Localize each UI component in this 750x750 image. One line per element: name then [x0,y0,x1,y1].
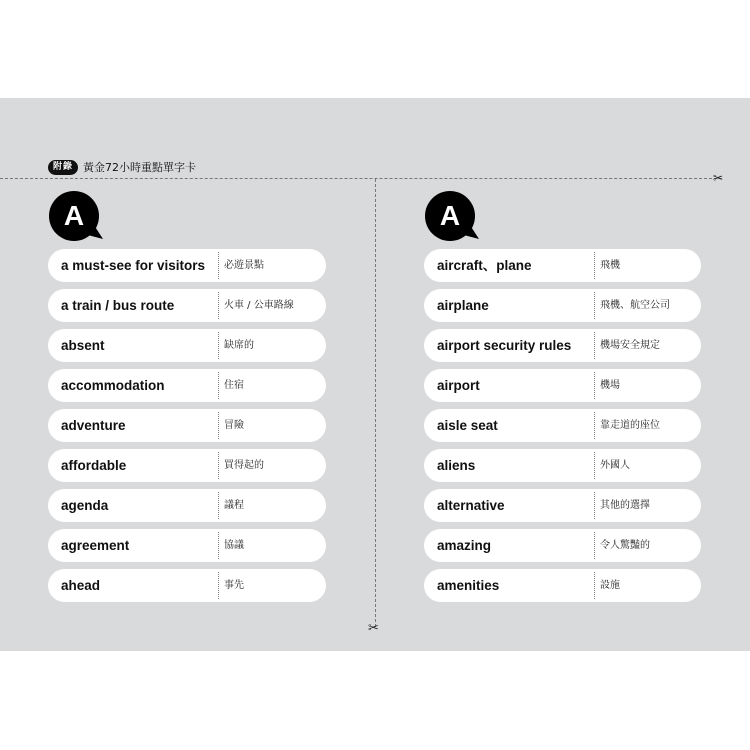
vocab-card [48,569,326,602]
card-divider [594,372,595,399]
letter-label: A [63,200,85,231]
letter-bubble-right [424,190,480,246]
vocab-card [424,569,701,602]
cut-line-vertical [375,179,376,627]
card-divider [594,412,595,439]
scissors-icon: ✂ [713,171,724,185]
chinese-meaning: 必遊景點 [224,260,264,271]
card-divider [218,572,219,599]
chinese-meaning: 事先 [224,580,244,591]
chinese-meaning: 靠走道的座位 [600,420,660,431]
vocab-card [424,489,701,522]
vocab-card [424,369,701,402]
english-term: alternative [437,498,505,513]
chinese-meaning: 外國人 [600,460,630,471]
vocab-card [48,409,326,442]
card-divider [218,492,219,519]
header-title: 黃金72小時重點單字卡 [83,161,197,174]
english-term: aircraft、plane [437,258,532,273]
letter-label: A [439,200,461,231]
vocab-card [48,489,326,522]
english-term: airplane [437,298,489,313]
chinese-meaning: 協議 [224,540,244,551]
letter-bubble-left [48,190,104,246]
english-term: absent [61,338,105,353]
english-term: airport [437,378,480,393]
vocab-card [48,369,326,402]
card-divider [594,332,595,359]
chinese-meaning: 機場安全規定 [600,340,660,351]
chinese-meaning: 飛機 [600,260,620,271]
card-divider [594,532,595,559]
chinese-meaning: 機場 [600,380,620,391]
english-term: amenities [437,578,500,593]
vocab-card [424,449,701,482]
chinese-meaning: 冒險 [224,420,244,431]
english-term: agenda [61,498,109,513]
english-term: a train / bus route [61,298,175,313]
scissors-icon: ✂ [368,621,379,636]
vocab-card [48,329,326,362]
card-divider [218,372,219,399]
chinese-meaning: 飛機、航空公司 [600,300,670,311]
chinese-meaning: 其他的選擇 [600,500,650,511]
english-term: accommodation [61,378,165,393]
cut-line-horizontal [0,178,722,179]
chinese-meaning: 火車 / 公車路線 [224,300,294,311]
english-term: aisle seat [437,418,498,433]
vocab-card [424,529,701,562]
card-divider [218,412,219,439]
english-term: affordable [61,458,127,473]
english-term: amazing [437,538,492,553]
chinese-meaning: 令人驚豔的 [600,540,650,551]
card-divider [594,292,595,319]
english-term: airport security rules [437,338,572,353]
card-divider [594,452,595,479]
card-divider [594,492,595,519]
chinese-meaning: 議程 [224,500,244,511]
vocab-card [424,249,701,282]
chinese-meaning: 缺席的 [224,340,254,351]
card-divider [594,572,595,599]
vocab-card [48,289,326,322]
card-divider [218,292,219,319]
english-term: agreement [61,538,130,553]
vocab-card [424,289,701,322]
vocab-card [48,529,326,562]
vocab-card [424,329,701,362]
page-header [48,159,196,175]
card-divider [218,452,219,479]
card-divider [594,252,595,279]
card-divider [218,252,219,279]
appendix-badge: 附錄 [48,160,78,175]
chinese-meaning: 買得起的 [224,460,264,471]
english-term: a must-see for visitors [61,258,206,273]
card-divider [218,332,219,359]
english-term: aliens [437,458,476,473]
english-term: adventure [61,418,126,433]
vocab-card [424,409,701,442]
chinese-meaning: 住宿 [224,380,244,391]
vocab-card [48,449,326,482]
card-divider [218,532,219,559]
chinese-meaning: 設施 [600,580,620,591]
vocab-card [48,249,326,282]
english-term: ahead [61,578,101,593]
